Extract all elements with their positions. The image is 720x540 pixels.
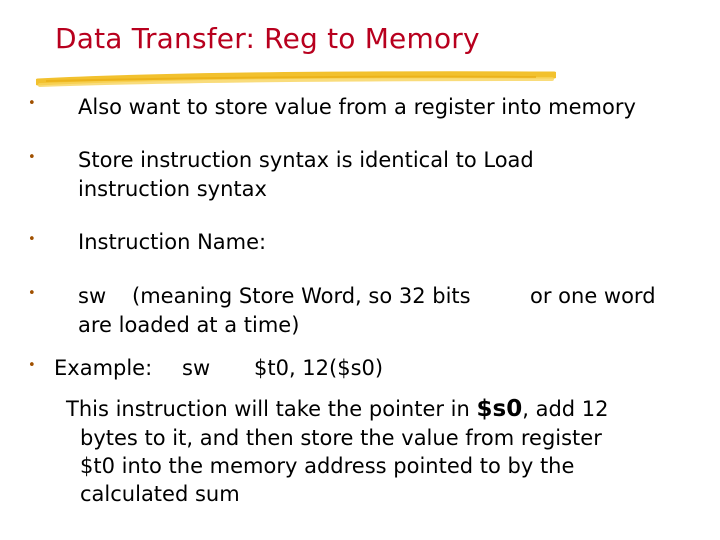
bullet-4-op: sw (78, 284, 107, 308)
explanation-line4: calculated sum (80, 482, 240, 506)
explanation-line2: bytes to it, and then store the value from register (80, 426, 602, 450)
bullet-2-text-line1: Store instruction syntax is identical to Load (78, 148, 534, 172)
bullet-marker: • (28, 150, 36, 165)
bullet-4-meaning: (meaning Store Word, so 32 bits (132, 284, 471, 308)
example-label: Example: (54, 356, 153, 380)
bullet-4-text-line2: are loaded at a time) (78, 313, 300, 337)
bullet-marker: • (28, 96, 36, 111)
slide-title: Data Transfer: Reg to Memory (55, 22, 480, 55)
title-underline-decoration (36, 70, 556, 92)
bullet-2-text-line2: instruction syntax (78, 177, 267, 201)
bullet-4-tail: or one word (530, 284, 656, 308)
bullet-marker: • (28, 286, 36, 301)
bullet-marker: • (28, 232, 36, 247)
explanation-line1-post: , add 12 (522, 397, 609, 421)
bullet-marker: • (28, 358, 36, 373)
explanation-line3: $t0 into the memory address pointed to by the (80, 454, 575, 478)
explanation-line1 (66, 395, 609, 424)
example-args: $t0, 12($s0) (254, 356, 384, 380)
explanation-line1-pre: This instruction will take the pointer in (66, 397, 477, 421)
explanation-register: $s0 (476, 396, 523, 422)
bullet-1-text: Also want to store value from a register into memory (78, 95, 636, 119)
example-op: sw (182, 356, 211, 380)
bullet-3-text: Instruction Name: (78, 230, 267, 254)
